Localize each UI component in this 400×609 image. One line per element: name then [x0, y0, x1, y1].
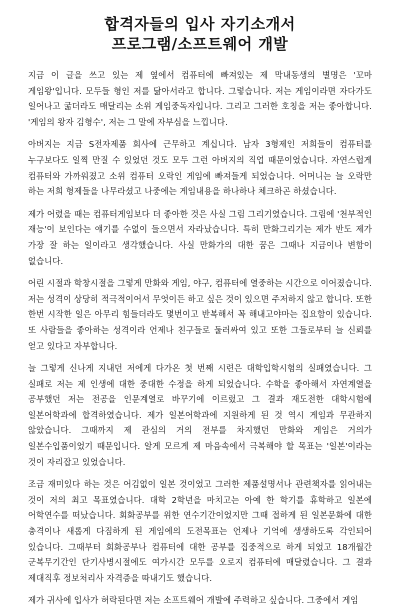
paragraph-6: 조금 재미있다 하는 것은 어김없이 일본 것이었고 그러한 제품설명서나 관련책자를 읽어내는 것이 저의 최고 목표였습니다. 대학 2학년을 마치고는 아예 한 학기를 휴학하고 일본에 어학연수를 떠났습니다. 회화공부를 위한 연수기간이었지만 그때 접하게 된 일본문화에 대한 충격이나 새롭게 다짐하게 된 게임에의 도전목표는 언제나 기억에 생생하도록 각인되어 있습니다. 그때부터 회화공부나 컴퓨터에 대한 공부를 집중적으로 하게 되었고 18개월간 군복무기간인 단기사병시절에도 여가시간 모두를 오로지 컴퓨터에 매달렸습니다. 그 결과 제대직후 정보처리사 자격증을 따내기도 했습니다. — [28, 479, 372, 583]
paragraph-7: 제가 귀사에 입사가 허락된다면 저는 소프트웨어 개발에 주력하고 싶습니다. 그중에서 게임 — [28, 595, 359, 606]
title-line-2: 프로그램/소프트웨어 개발 — [111, 35, 289, 53]
paragraph-1: 지금 이 글을 쓰고 있는 제 옆에서 컴퓨터에 빠져있는 제 막내동생의 별명은 '꼬마 게임왕'입니다. 모두들 형인 저를 닮아서라고 합니다. 그렇습니다. 저는 게임이라면 자다가도 일어나고 굶더라도 매달리는 소위 게임중독자입니다. 그리고 그러한 호칭을 저는 좋아합니다. '게임의 왕자 김형수', 저는 그 말에 자부심을 느낍니다. — [28, 70, 372, 127]
document-title — [28, 14, 372, 54]
paragraph-5: 늘 그렇게 신나게 지내던 저에게 다가온 첫 번째 시련은 대학입학시험의 실패였습니다. 그 실패로 저는 제 인생에 대한 중대한 수정을 하게 되었습니다. 수학을 좋아해서 자연계열을 공부했던 저는 전공을 인문계열로 바꾸기에 이르렀고 그 결과 재도전한 대학시험에 일본어학과에 합격하였습니다. 제가 일본어학과에 지원하게 된 것 역시 게임과 무관하지 않았습니다. 그때까지 제 관심의 거의 전부를 차지했던 만화와 게임은 거의가 일본수입품이었기 때문입니다. 알게 모르게 제 마음속에서 극복해야 할 목표는 '일본'이라는 것이 자리잡고 있었습니다. — [28, 363, 372, 467]
paragraph-2: 아버지는 지금 S전자제품 회사에 근무하고 계십니다. 남자 3형제인 저희들이 컴퓨터를 누구보다도 일찍 만질 수 있었던 것도 모두 그런 아버지의 직업 때문이었습니다. 자연스럽게 컴퓨터와 가까워졌고 소위 컴퓨터 오락인 게임에 빠져들게 되었습니다. 어머니는 늘 오락만 하는 저희 형제들을 나무라셨고 나중에는 게임내용을 하나하나 체크하곤 하셨습니다. — [28, 139, 372, 197]
paragraph-4: 어린 시절과 학창시절을 그렇게 만화와 게임, 야구, 컴퓨터에 열중하는 시간으로 이어졌습니다. 저는 성격이 상당히 적극적이어서 무엇이든 하고 싶은 것이 있으면 주저하지 않고 합니다. 또한 한번 시작한 일은 아무리 힘들더라도 몇번이고 반복해서 꼭 해내고야마는 집요함이 있습니다. 또 사람들을 좋아하는 성격이라 언제나 친구들로 둘러싸여 있고 또한 그들로부터 늘 신뢰를 얻고 있다고 자부합니다. — [28, 278, 372, 351]
title-spacer — [28, 54, 372, 68]
title-line-1: 합격자들의 입사 자기소개서 — [104, 15, 296, 33]
paragraph-3: 제가 어렸을 때는 컴퓨터게임보다 더 좋아한 것은 사실 그림 그리기였습니다. 그림에 '천부적인 재능'이 보인다는 얘기를 수없이 들으면서 자라났습니다. 특히 만화그리기는 제가 반도 제가 가장 잘 하는 일이라고 생각했습니다. 사실 만화가의 대한 꿈은 그때나 지금이나 변함이 없습니다. — [28, 208, 372, 266]
